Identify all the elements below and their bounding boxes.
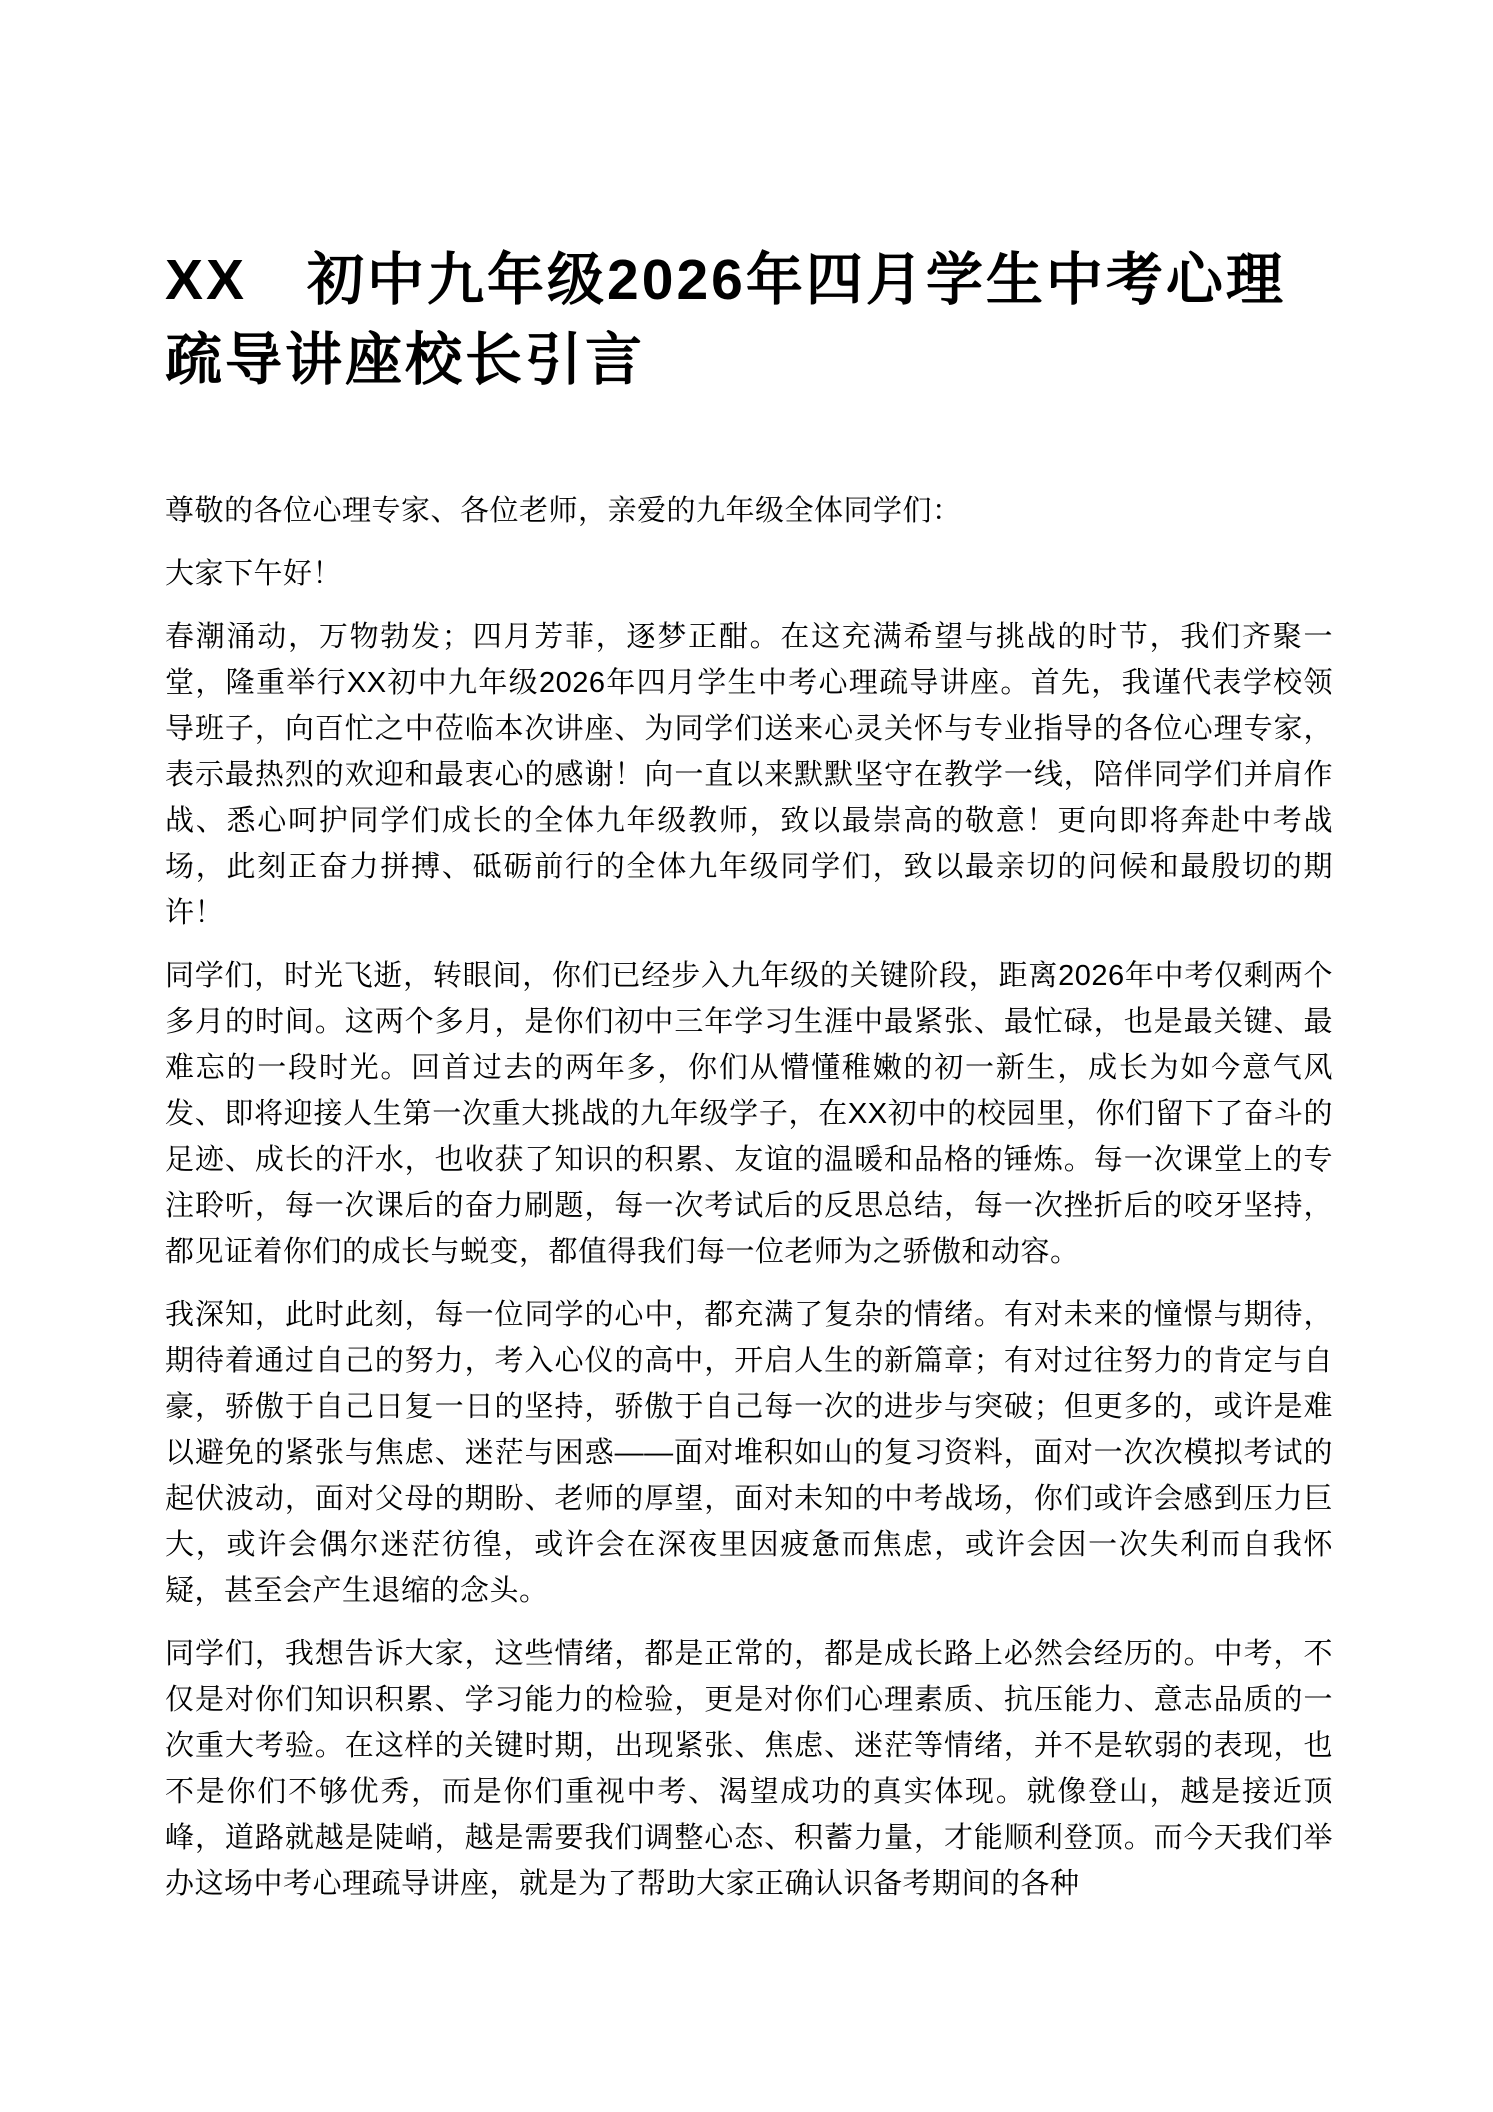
paragraph: 同学们，时光飞逝，转眼间，你们已经步入九年级的关键阶段，距离2026年中考仅剩两个多月的时间。这两个多月，是你们初中三年学习生涯中最紧张、最忙碌，也是最关键、最难忘的一段时光。回首过去的两年多，你们从懵懂稚嫩的初一新生，成长为如今意气风发、即将迎接人生第一次重大挑战的九年级学子，在XX初中的校园里，你们留下了奋斗的足迹、成长的汗水，也收获了知识的积累、友谊的温暖和品格的锤炼。每一次课堂上的专注聆听，每一次课后的奋力刷题，每一次考试后的反思总结，每一次挫折后的咬牙坚持，都见证着你们的成长与蜕变，都值得我们每一位老师为之骄傲和动容。	[165, 960, 1333, 1268]
paragraph-salutation: 尊敬的各位心理专家、各位老师，亲爱的九年级全体同学们：	[165, 495, 962, 527]
document-body	[165, 488, 1333, 1907]
paragraph: 我深知，此时此刻，每一位同学的心中，都充满了复杂的情绪。有对未来的憧憬与期待，期待着通过自己的努力，考入心仪的高中，开启人生的新篇章；有对过往努力的肯定与自豪，骄傲于自己日复一日的坚持，骄傲于自己每一次的进步与突破；但更多的，或许是难以避免的紧张与焦虑、迷茫与困惑——面对堆积如山的复习资料，面对一次次模拟考试的起伏波动，面对父母的期盼、老师的厚望，面对未知的中考战场，你们或许会感到压力巨大，或许会偶尔迷茫彷徨，或许会在深夜里因疲惫而焦虑，或许会因一次失利而自我怀疑，甚至会产生退缩的念头。	[165, 1299, 1333, 1607]
paragraph: 春潮涌动，万物勃发；四月芳菲，逐梦正酣。在这充满希望与挑战的时节，我们齐聚一堂，隆重举行XX初中九年级2026年四月学生中考心理疏导讲座。首先，我谨代表学校领导班子，向百忙之中莅临本次讲座、为同学们送来心灵关怀与专业指导的各位心理专家，表示最热烈的欢迎和最衷心的感谢！向一直以来默默坚守在教学一线，陪伴同学们并肩作战、悉心呵护同学们成长的全体九年级教师，致以最崇高的敬意！更向即将奔赴中考战场，此刻正奋力拼搏、砥砺前行的全体九年级同学们，致以最亲切的问候和最殷切的期许！	[165, 621, 1333, 929]
paragraph-greeting: 大家下午好！	[165, 558, 343, 590]
document-content	[165, 240, 1333, 1907]
document-title: XX 初中九年级2026年四月学生中考心理疏导讲座校长引言	[165, 248, 1286, 392]
paragraph: 同学们，我想告诉大家，这些情绪，都是正常的，都是成长路上必然会经历的。中考，不仅是对你们知识积累、学习能力的检验，更是对你们心理素质、抗压能力、意志品质的一次重大考验。在这样的关键时期，出现紧张、焦虑、迷茫等情绪，并不是软弱的表现，也不是你们不够优秀，而是你们重视中考、渴望成功的真实体现。就像登山，越是接近顶峰，道路就越是陡峭，越是需要我们调整心态、积蓄力量，才能顺利登顶。而今天我们举办这场中考心理疏导讲座，就是为了帮助大家正确认识备考期间的各种	[165, 1638, 1333, 1900]
